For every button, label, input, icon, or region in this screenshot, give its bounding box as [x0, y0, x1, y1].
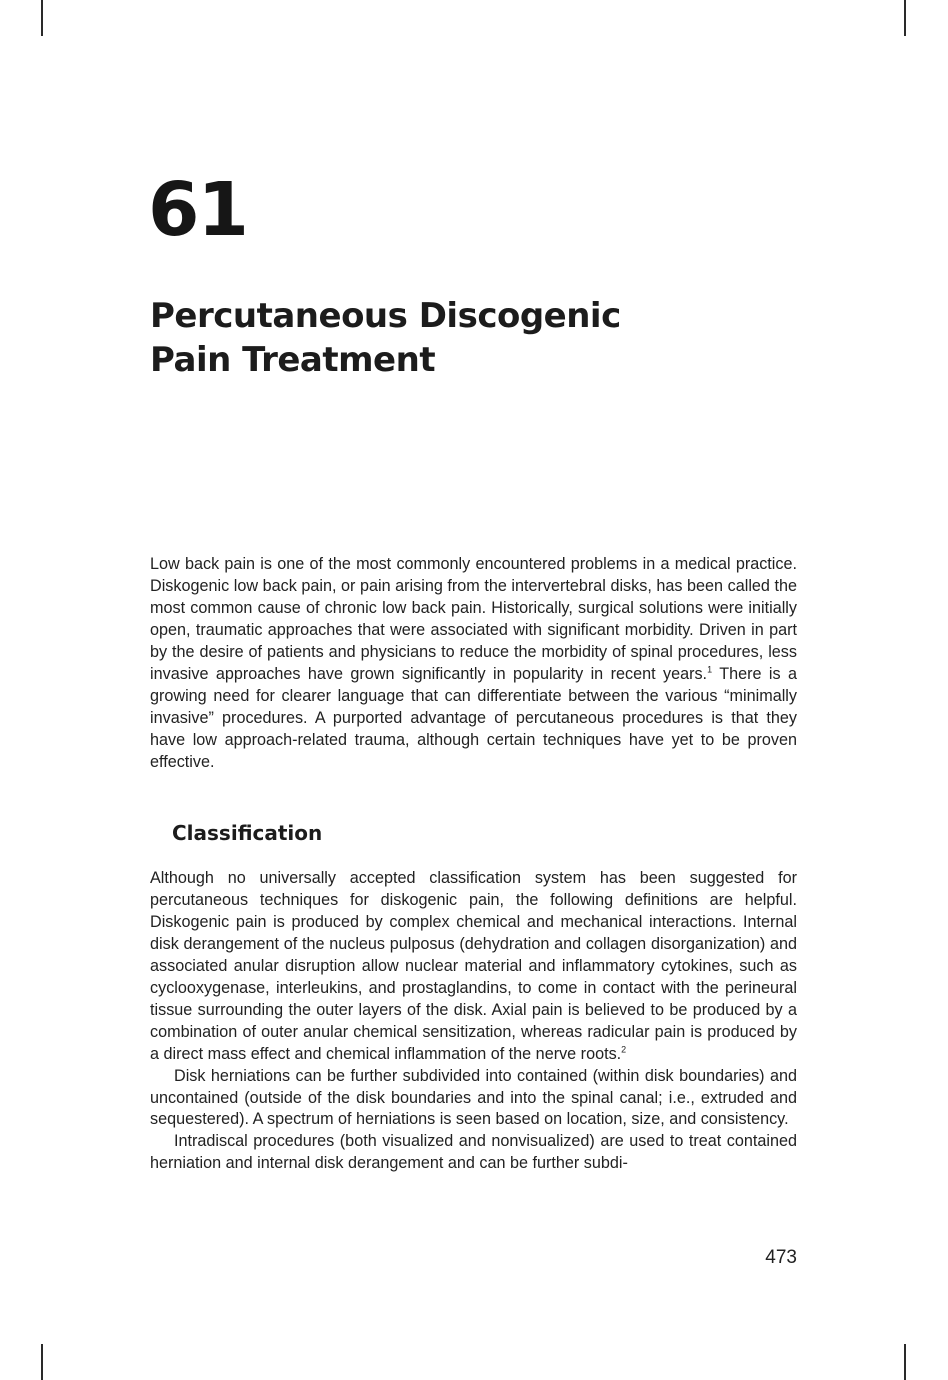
intro-paragraph — [150, 554, 797, 774]
chapter-title-line-1: Percutaneous Discogenic — [150, 296, 621, 336]
reference-1: 1 — [707, 664, 713, 675]
chapter-title — [150, 294, 790, 382]
classification-paragraph-2: Disk herniations can be further subdivided into contained (within disk boundaries) and uncontained (outside of the disk boundaries and into the spinal canal; i.e., extruded and sequestered). A spectrum of herniations is seen based on location, size, and consistency. — [150, 1066, 797, 1129]
crop-mark-bottom-left — [41, 1344, 43, 1380]
page-number: 473 — [765, 1247, 797, 1268]
crop-mark-bottom-right — [904, 1344, 906, 1380]
chapter-title-line-2: Pain Treatment — [150, 340, 436, 380]
crop-mark-top-left — [41, 0, 43, 36]
chapter-number: 61 — [148, 167, 247, 253]
classification-paragraph-1-text: Although no universally accepted classification system has been suggested for percutaneous techniques for diskogenic pain, the following definitions are helpful. Diskogenic pain is produced by complex chemical and mechanical interactions. Internal disk derangement of the nucleus pulposus (dehydration and collagen disorganization) and associated anular disruption allow nuclear material and inflammatory cytokines, such as cyclooxygenase, interleukins, and prostaglandins, to come in contact with the perineural tissue surrounding the outer layers of the disk. Axial pain is believed to be produced by a combination of outer anular chemical sensitization, whereas radicular pain is produced by a direct mass effect and chemical inflammation of the nerve roots. — [150, 869, 797, 1063]
section-heading-classification: Classification — [172, 821, 323, 845]
reference-2: 2 — [621, 1044, 627, 1055]
classification-paragraph-3: Intradiscal procedures (both visualized and nonvisualized) are used to treat contained herniation and internal disk derangement and can be further subdi- — [150, 1132, 797, 1173]
crop-mark-top-right — [904, 0, 906, 36]
intro-text-part-1: Low back pain is one of the most commonly encountered problems in a medical practice. Diskogenic low back pain, or pain arising from the intervertebral disks, has been called the most common cause of chronic low back pain. Historically, surgical solutions were initially open, traumatic approaches that were associated with significant morbidity. Driven in part by the desire of patients and physicians to reduce the morbidity of spinal procedures, less invasive approaches have grown significantly in popularity in recent years. — [150, 555, 797, 683]
classification-body — [150, 868, 797, 1175]
intro-text — [150, 554, 797, 774]
intro-text-part-2: There is a growing need for clearer language that can differentiate between the various “minimally invasive” procedures. A purported advantage of percutaneous procedures is that they have low approach-related trauma, although certain techniques have yet to be proven effective. — [150, 664, 797, 771]
classification-paragraph-1 — [150, 868, 797, 1066]
